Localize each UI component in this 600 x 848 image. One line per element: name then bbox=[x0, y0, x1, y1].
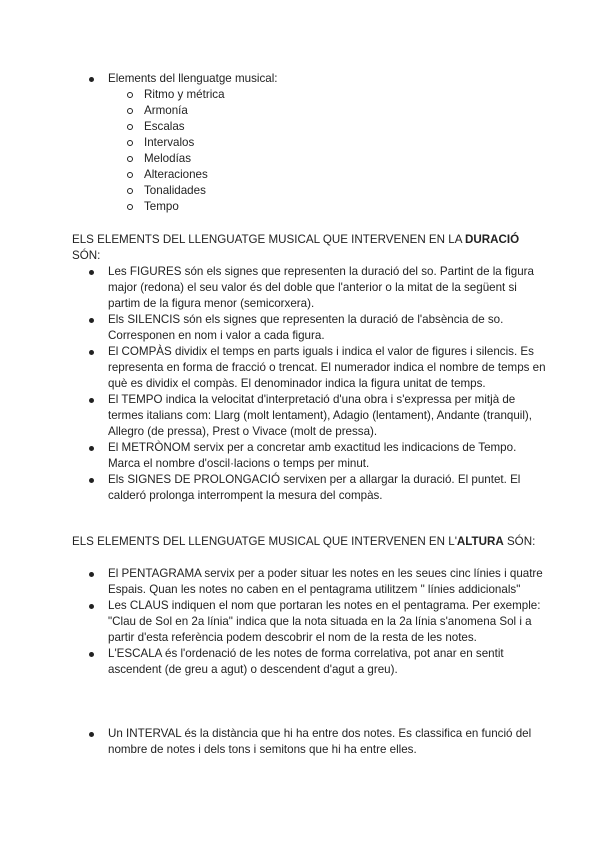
list-item: Ritmo y métrica bbox=[144, 87, 548, 103]
list-item: Les CLAUS indiquen el nom que portaran les notes en el pentagrama. Per exemple: "Clau de Sol en 2a línia" indica que la nota situada en la 2a línia s'anomena Sol i a partir d'esta referència podem descobrir el nom de la resta de les notes. bbox=[108, 598, 548, 646]
duracio-heading-bold: DURACIÓ bbox=[465, 233, 520, 246]
list-item: Escalas bbox=[144, 119, 548, 135]
list-item: Tempo bbox=[144, 199, 548, 215]
duracio-heading: ELS ELEMENTS DEL LLENGUATGE MUSICAL QUE INTERVENEN EN LA DURACIÓ SÓN: bbox=[72, 233, 520, 262]
list-item: Els SILENCIS són els signes que representen la duració de l'absència de so. Corresponen en nom i valor a cada figura. bbox=[108, 312, 548, 344]
list-item: El COMPÀS dividix el temps en parts iguals i indica el valor de figures i silencis. Es representa en forma de fracció o trencat. El numerador indica el nombre de temps en què es dividix el compàs. El denominador indica la figura unitat de temps. bbox=[108, 344, 548, 392]
list-item: Alteraciones bbox=[144, 167, 548, 183]
list-item: Tonalidades bbox=[144, 183, 548, 199]
list-item: L'ESCALA és l'ordenació de les notes de forma correlativa, pot anar en sentit ascendent (de greu a agut) o descendent d'agut a greu). bbox=[108, 646, 548, 678]
intro-label: Elements del llenguatge musical: bbox=[108, 72, 278, 85]
list-item: El TEMPO indica la velocitat d'interpretació d'una obra i s'expressa per mitjà de termes italians com: Llarg (molt lentament), Adagio (lentament), Andante (tranquil), Allegro (de pressa), Prest o Vivace (molt de pressa). bbox=[108, 392, 548, 440]
duracio-list bbox=[108, 264, 548, 504]
intro-list bbox=[108, 71, 548, 215]
list-item bbox=[108, 71, 548, 215]
altura-list bbox=[108, 566, 548, 678]
altura-heading-bold: ALTURA bbox=[456, 535, 504, 548]
list-item: El PENTAGRAMA servix per a poder situar les notes en les seues cinc línies i quatre Espais. Quan les notes no caben en el pentagrama utilitzem " línies addicionals" bbox=[108, 566, 548, 598]
altura-heading: ELS ELEMENTS DEL LLENGUATGE MUSICAL QUE INTERVENEN EN L'ALTURA SÓN: bbox=[72, 535, 536, 548]
list-item: Melodías bbox=[144, 151, 548, 167]
list-item: Les FIGURES són els signes que representen la duració del so. Partint de la figura major (redona) el seu valor és del doble que l'anterior o la mitat de la següent si partim de la figura menor (semicorxera). bbox=[108, 264, 548, 312]
list-item: El METRÒNOM servix per a concretar amb exactitud les indicacions de Tempo. Marca el nombre d'oscil·lacions o temps per minut. bbox=[108, 440, 548, 472]
altura-list-continued bbox=[108, 726, 548, 758]
list-item: Intervalos bbox=[144, 135, 548, 151]
list-item: Armonía bbox=[144, 103, 548, 119]
list-item: Un INTERVAL és la distància que hi ha entre dos notes. Es classifica en funció del nombre de notes i dels tons i semitons que hi ha entre elles. bbox=[108, 726, 548, 758]
list-item: Els SIGNES DE PROLONGACIÓ servixen per a allargar la duració. El puntet. El calderó prolonga interrompent la mesura del compàs. bbox=[108, 472, 548, 504]
intro-sublist bbox=[144, 87, 548, 215]
